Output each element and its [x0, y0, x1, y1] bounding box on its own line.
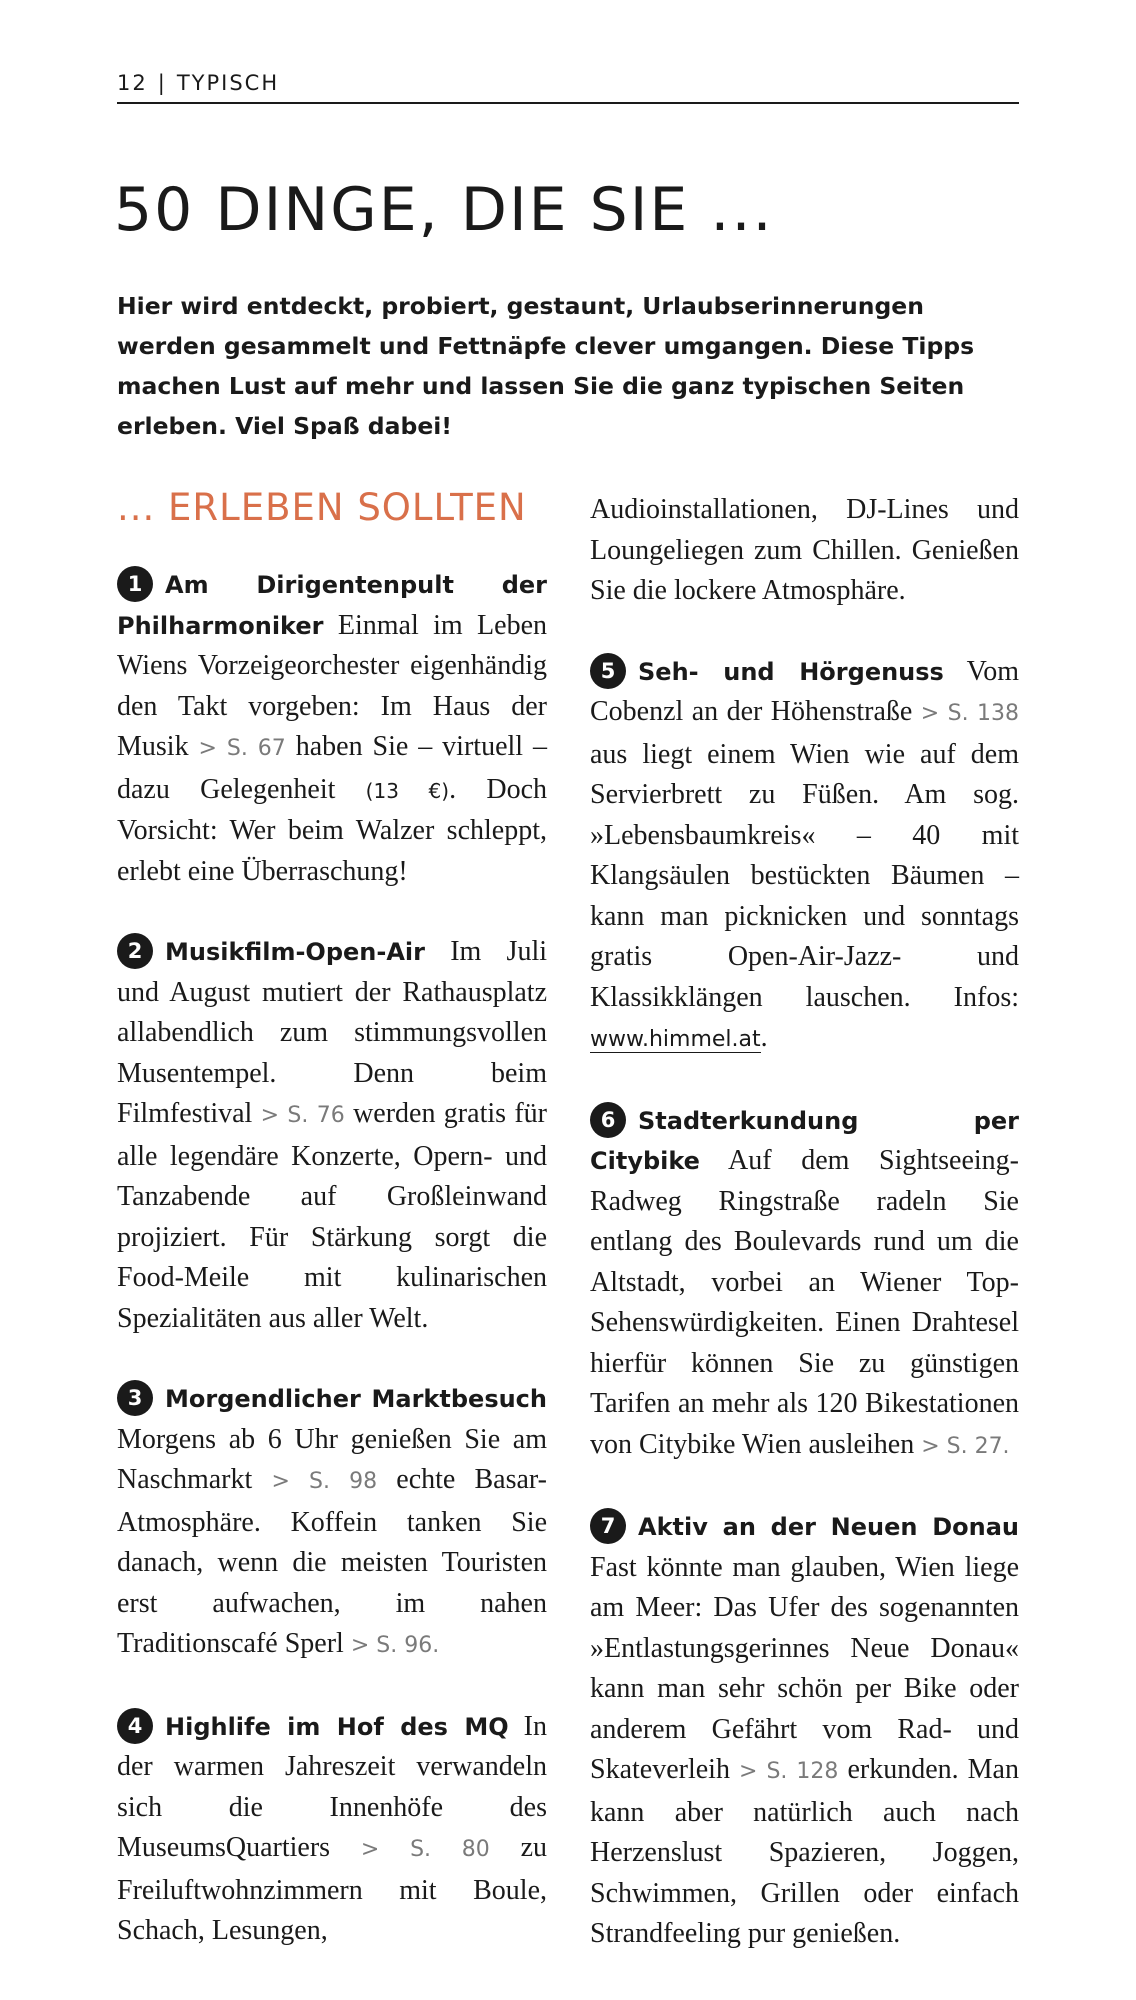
- page-number: 12: [117, 71, 148, 95]
- tip-title: Aktiv an der Neuen Donau: [638, 1513, 1019, 1541]
- tip-item-6: [590, 1101, 1019, 1468]
- number-badge: 7: [590, 1508, 626, 1544]
- tip-text: zu Freiluftwohnzimmern mit Boule, Schach, Lesungen,: [117, 1832, 548, 1946]
- tip-title: Morgendlicher Marktbesuch: [165, 1385, 547, 1413]
- tip-text: werden gratis für alle legendäre Konzerte, Opern- und Tanzabende auf Großleinwand projiziert. Für Stärkung sorgt die Food-Meile mit kulinarischen Spezialitäten aus aller Welt.: [117, 1098, 548, 1334]
- section-heading: ... ERLEBEN SOLLTEN: [117, 486, 527, 529]
- page-reference: > S. 67: [198, 736, 286, 761]
- number-badge: 6: [590, 1102, 626, 1138]
- page-header: [117, 70, 1019, 104]
- tip-text: erkunden. Man kann aber natürlich auch nach Herzenslust Spazieren, Joggen, Schwimmen, Grillen oder einfach Strandfeeling pur genießen.: [590, 1754, 1019, 1949]
- intro-text: Hier wird entdeckt, probiert, gestaunt, Urlaubserinnerungen werden gesammelt und Fettnäpfe clever umgangen. Diese Tipps machen Lust auf mehr und lassen Sie die ganz typischen Seiten erleben. Viel Spaß dabei!: [117, 292, 975, 440]
- tip-item-4-continued: Audioinstallationen, DJ-Lines und Loungeliegen zum Chillen. Genießen Sie die lockere Atmosphäre.: [590, 494, 1019, 606]
- page-reference: > S. 76: [260, 1103, 345, 1128]
- section-label: TYPISCH: [176, 71, 280, 95]
- number-badge: 4: [117, 1708, 153, 1744]
- tip-title: Musikfilm-Open-Air: [165, 938, 425, 966]
- tip-text: . Doch Vorsicht: Wer beim Walzer schleppt, erlebt eine Überraschung!: [117, 773, 547, 887]
- tip-text: Einmal im Leben Wiens Vorzeigeorchester eigenhändig den Takt vorgeben: Im Haus der Musik: [117, 609, 547, 762]
- tip-title: Highlife im Hof des MQ: [165, 1712, 509, 1741]
- tip-text: echte Basar-Atmosphäre. Koffein tanken Sie danach, wenn die meisten Touristen erst aufwachen, im nahen Traditionscafé Sperl: [117, 1464, 548, 1659]
- page-reference: > S. 80: [360, 1837, 490, 1862]
- page-reference: > S. 128: [738, 1759, 839, 1784]
- page-reference: > S. 96.: [350, 1633, 440, 1658]
- tip-text: Auf dem Sightseeing-Radweg Ringstraße radeln Sie entlang des Boulevards rund um die Altstadt, vorbei an Wiener Top-Sehenswürdigkeiten. Einen Drahtesel hierfür können Sie zu günstigen Tarifen an mehr als 120 Bikestationen von Citybike Wien ausleihen: [590, 1145, 1019, 1460]
- page-reference: > S. 138: [920, 701, 1019, 726]
- price-note: (13 €): [365, 778, 450, 803]
- tip-text: Fast könnte man glauben, Wien liege am Meer: Das Ufer des sogenannten »Entlastungsgerinnes Neue Donau« kann man sehr schön per Bike oder anderem Gefährt vom Rad- und Skateverleih: [590, 1551, 1019, 1785]
- tip-item-1: [117, 565, 547, 892]
- tip-item-3: [117, 1379, 547, 1667]
- tip-text: haben Sie – virtuell – dazu Gelegenheit: [117, 731, 547, 805]
- right-column: [590, 490, 1019, 1955]
- header-separator: |: [157, 71, 167, 95]
- tip-text: Vom Cobenzl an der Höhenstraße: [590, 655, 1020, 727]
- number-badge: 1: [117, 566, 153, 602]
- number-badge: 2: [117, 933, 153, 969]
- page-title: 50 DINGE, DIE SIE ...: [114, 175, 774, 245]
- tip-text: .: [760, 1022, 768, 1053]
- page-reference: > S. 98: [271, 1469, 378, 1494]
- tip-title: Seh- und Hörgenuss: [638, 657, 944, 686]
- tip-text: In der warmen Jahreszeit verwandeln sich die Innenhöfe des MuseumsQuartiers: [117, 1710, 547, 1863]
- page-reference: > S. 27.: [921, 1433, 1010, 1459]
- tip-title: Am Dirigentenpult der Philharmoniker: [117, 571, 547, 640]
- number-badge: 3: [117, 1380, 153, 1416]
- number-badge: 5: [590, 653, 626, 689]
- tip-text: aus liegt einem Wien wie auf dem Servierbrett zu Füßen. Am sog. »Lebensbaumkreis« – 40 mit Klangsäulen bestückten Bäumen – kann man picknicken und sonntags gratis Open-Air-Jazz- und Klassikklängen lauschen. Infos:: [590, 738, 1019, 1013]
- tip-item-2: [117, 932, 547, 1339]
- tip-item-4: [117, 1707, 547, 1952]
- tip-text: Im Juli und August mutiert der Rathausplatz allabendlich zum stimmungsvollen Musentempel. Denn beim Filmfestival: [117, 936, 547, 1129]
- left-column: [117, 485, 547, 1952]
- tip-item-7: [590, 1507, 1019, 1955]
- tip-title: Stadterkundung per Citybike: [590, 1106, 1019, 1175]
- tip-item-5: [590, 652, 1019, 1061]
- tip-text: Morgens ab 6 Uhr genießen Sie am Naschmarkt: [117, 1423, 547, 1495]
- website-link[interactable]: www.himmel.at: [590, 1027, 761, 1052]
